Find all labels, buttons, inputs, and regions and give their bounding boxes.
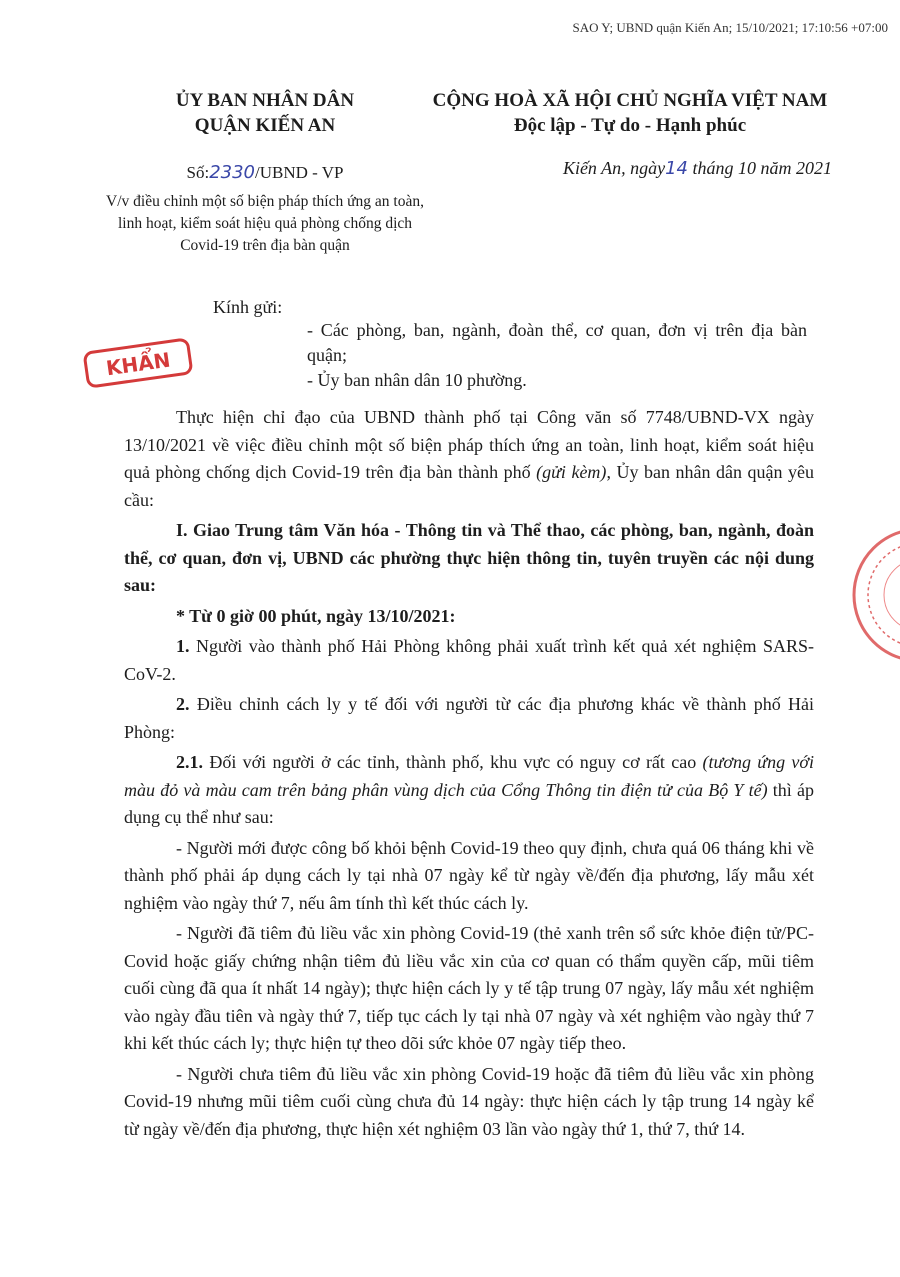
bullet-2: - Người đã tiêm đủ liều vắc xin phòng Covid-19 (thẻ xanh trên sổ sức khỏe điện tử/PC-Covid hoặc giấy chứng nhận tiêm đủ liều vắc xin của cơ quan có thẩm quyền cấp, mũi tiêm cuối cùng đã qua ít nhất 14 ngày); thực hiện cách ly y tế tập trung 07 ngày, lấy mẫu xét nghiệm vào ngày đầu tiên và ngày thứ 7, tiếp tục cách ly tại nhà 07 ngày và xét nghiệm vào ngày thứ 7 khi kết thúc cách ly; thực hiện tự theo dõi sức khỏe 07 ngày tiếp theo. <box>124 923 814 1053</box>
digital-copy-stamp: SAO Y; UBND quận Kiến An; 15/10/2021; 17:10:56 +07:00 <box>572 20 888 35</box>
bullet-3: - Người chưa tiêm đủ liều vắc xin phòng Covid-19 hoặc đã tiêm đủ liều vắc xin phòng Covid-19 nhưng mũi tiêm cuối cùng chưa đủ 14 ngày: thực hiện cách ly tập trung 14 ngày kể từ ngày về/đến địa phương, thực hiện xét nghiệm 03 lần vào ngày thứ 1, thứ 7, thứ 14. <box>124 1063 814 1139</box>
national-title: CỘNG HOÀ XÃ HỘI CHỦ NGHĨA VIỆT NAM <box>432 90 828 111</box>
handwritten-day: 14 <box>665 158 688 179</box>
national-header <box>420 88 840 179</box>
effective-time: * Từ 0 giờ 00 phút, ngày 13/10/2021: <box>176 605 456 626</box>
urgent-stamp <box>78 338 198 388</box>
bullet-1: - Người mới được công bố khỏi bệnh Covid-19 theo quy định, chưa quá 06 tháng khi về thành phố phải áp dụng cách ly tại nhà 07 ngày kể từ ngày về/đến địa phương, lấy mẫu xét nghiệm vào ngày thứ 7, nếu âm tính thì kết thúc cách ly. <box>124 837 814 913</box>
date-suffix: tháng 10 năm 2021 <box>692 158 832 178</box>
section-heading: I. Giao Trung tâm Văn hóa - Thông tin và Thể thao, các phòng, ban, ngành, đoàn thể, cơ quan, đơn vị, UBND các phường thực hiện thông tin, tuyên truyền các nội dung sau: <box>124 520 814 595</box>
date-prefix: Kiến An, ngày <box>562 158 666 178</box>
recipient-item: - Các phòng, ban, ngành, đoàn thể, cơ quan, đơn vị trên địa bàn quận; <box>307 320 807 365</box>
document-date <box>420 158 840 179</box>
document-number <box>100 162 430 183</box>
issuer-line-2: QUẬN KIẾN AN <box>194 115 336 136</box>
issuer-line-1: ỦY BAN NHÂN DÂN <box>175 90 355 111</box>
urgent-stamp-text: KHẨN <box>104 347 172 381</box>
intro-paragraph: Thực hiện chỉ đạo của UBND thành phố tại Công văn số 7748/UBND-VX ngày 13/10/2021 về việc điều chỉnh một số biện pháp thích ứng an toàn, linh hoạt, kiểm soát hiệu quả phòng chống dịch Covid-19 trên địa bàn thành phố (gửi kèm), Ủy ban nhân dân quận yêu cầu: <box>124 407 814 510</box>
paragraph-2-1: 2.1. Đối với người ở các tỉnh, thành phố, khu vực có nguy cơ rất cao (tương ứng với màu đỏ và màu cam trên bảng phân vùng dịch của Cổng Thông tin điện tử của Bộ Y tế) thì áp dụng cụ thể như sau: <box>124 752 815 827</box>
recipient-item: - Ủy ban nhân dân 10 phường. <box>307 370 527 390</box>
number-suffix: /UBND - VP <box>255 163 344 182</box>
official-seal <box>845 525 900 665</box>
paragraph-1: 1. Người vào thành phố Hải Phòng không phải xuất trình kết quả xét nghiệm SARS-CoV-2. <box>124 636 815 684</box>
recipients-list <box>307 318 807 393</box>
national-motto: Độc lập - Tự do - Hạnh phúc <box>513 115 747 136</box>
number-prefix: Số: <box>186 163 210 182</box>
recipients-label: Kính gửi: <box>213 297 283 317</box>
paragraph-2: 2. Điều chỉnh cách ly y tế đối với người từ các địa phương khác về thành phố Hải Phòng: <box>124 694 815 742</box>
document-body <box>124 404 814 1146</box>
handwritten-number: 2330 <box>209 162 255 183</box>
issuer-block <box>100 88 430 257</box>
document-subject: V/v điều chỉnh một số biện pháp thích ứng an toàn, linh hoạt, kiểm soát hiệu quả phòng chống dịch Covid-19 trên địa bàn quận <box>106 193 424 254</box>
